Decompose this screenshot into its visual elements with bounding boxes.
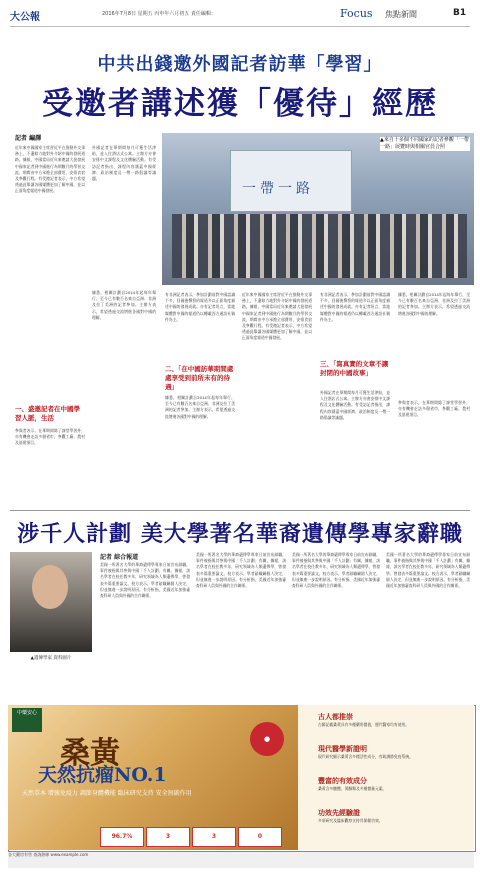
story1-col3b: 據悉，相關計劃自2014年起每年舉行，至今已有數百名來自亞洲、非洲及拉丁美洲的記者參加。主辦方表示，希望透過交流增進各國對中國的理解。 — [165, 395, 235, 419]
stat-2: 3 — [146, 827, 190, 847]
subhead-2: 二、「在中國訪華期間處處享受到前所未有的待遇」 — [165, 365, 234, 391]
ad-item-1-title: 古人都推崇 — [318, 713, 353, 721]
banner-text: 一帶一路 — [242, 181, 314, 197]
story1-col6: 據悉，相關計劃自2014年起每年舉行，至今已有數百名來自亞洲、非洲及拉丁美洲的記者參加。主辦方表示，希望透過交流增進各國對中國的理解。 — [398, 292, 470, 316]
story2-col3: 美國一所著名大學的華裔遺傳學專家日前宣布辭職，事件被指與其參與中國「千人計劃」有關。據報，該名學者在校任教多年，研究領域為人類遺傳學，曾發表多篇重要論文。校方表示，學者辭職屬個人決定，但並無進一步說明原因。有分析指，美國近年加強審查科研人員與外國的合作關係。 — [292, 552, 380, 589]
story1-byline: 記者 編譯 — [15, 135, 42, 142]
group-of-journalists — [172, 214, 467, 278]
subhead-1: 一、盛邀記者在中國學習人脈，生活 — [15, 405, 80, 422]
section-name: 焦點新聞 — [385, 10, 417, 19]
ad-item-4-title: 功效先經驗證 — [318, 809, 360, 817]
ad-item-2-title: 現代醫學新證明 — [318, 745, 367, 753]
portrait-caption: ▲遺傳學家 資料圖片 — [30, 656, 72, 661]
portrait-face — [32, 565, 68, 609]
main-headline: 受邀者講述獲「優待」經歷 — [42, 86, 438, 122]
stat-3: 3 — [192, 827, 236, 847]
story1-col5b: 外國記者在華期間每月可獲生活津貼，並入住酒店式公寓。主辦方亦會安排中文課程及文化體驗活動。有受訪記者指出，課程內容涵蓋中國經濟、政治制度及一帶一路倡議等議題。 — [320, 390, 390, 420]
story2-byline: 記者 綜合報道 — [100, 554, 139, 561]
ad-brand: 桑黃 — [60, 736, 120, 771]
issue-date: 2016年7月8日 星期五 丙申年六月初五 責任編輯： — [102, 11, 216, 17]
story2-col4: 美國一所著名大學的華裔遺傳學專家日前宣布辭職，事件被指與其參與中國「千人計劃」有關。據報，該名學者在校任教多年，研究領域為人類遺傳學，曾發表多篇重要論文。校方表示，學者辭職屬個人決定，但並無進一步說明原因。有分析指，美國近年加強審查科研人員與外國的合作關係。 — [386, 552, 470, 589]
story1-col4: 近年來中國國家主席習近平在推動外交事務上，不遺餘力地對外介紹中國的發展道路。據報，中國當局近年來邀請大批發展中國家記者到中國進行為期數月的學習交流，期間由中方承擔全部費用，安排食宿及參觀行程。有受邀記者表示，中方希望透過此舉讓各國媒體更加了解中國，並以正面角度報道中國發展。 — [242, 292, 312, 341]
story2-headline: 涉千人計劃 美大學著名華裔遺傳學專家辭職 — [17, 521, 463, 547]
ad-claim: 天然草本 增強免疫力 調節身體機能 臨床研究支持 安全無副作用 — [22, 790, 192, 797]
ad-corner-badge: 中藥安心 — [12, 708, 42, 732]
ad-item-4-body: 多項研究及臨床觀察支持其保健功效。 — [318, 818, 383, 823]
photo-caption: ▲來自十多個不同國家的記者參觀「一帶一路」展覽時與相關官員合照 — [380, 137, 469, 150]
ad-footer: 各大藥房有售 查詢熱線 www.example.com — [8, 852, 474, 868]
masthead — [10, 8, 470, 27]
story1-col2b: 據悉，相關計劃自2014年起每年舉行，至今已有數百名來自亞洲、非洲及拉丁美洲的記者參加。主辦方表示，希望透過交流增進各國對中國的理解。 — [92, 290, 156, 320]
newspaper-logo: 大公報 — [10, 12, 40, 23]
story1-col2: 外國記者在華期間每月可獲生活津貼，並入住酒店式公寓。主辦方亦會安排中文課程及文化體驗活動。有受訪記者指出，課程內容涵蓋中國經濟、政治制度及一帶一路倡議等議題。 — [92, 145, 156, 182]
product-box-icon: ● — [250, 722, 284, 756]
section-divider — [10, 510, 470, 511]
section-focus: Focus — [340, 7, 373, 20]
story1-col6b: 參與者表示，在華期間除了課堂學習外，亦有機會走訪多個省市，參觀工廠、農村及基建項目。 — [398, 400, 470, 418]
story1-col1b: 參與者表示，在華期間除了課堂學習外，亦有機會走訪多個省市，參觀工廠、農村及基建項目。 — [15, 428, 85, 446]
ad-tagline: 天然抗瘤NO.1 — [38, 764, 167, 786]
page-number: B1 — [453, 8, 467, 18]
subhead-3: 三、「寫真實的文章不讓封閉的中國故事」 — [320, 360, 389, 377]
story1-col1: 近年來中國國家主席習近平在推動外交事務上，不遺餘力地對外介紹中國的發展道路。據報，中國當局近年來邀請大批發展中國家記者到中國進行為期數月的學習交流，期間由中方承擔全部費用，安排食宿及參觀行程。有受邀記者表示，中方希望透過此舉讓各國媒體更加了解中國，並以正面角度報道中國發展。 — [15, 145, 85, 194]
ad-item-1-body: 古籍記載桑黃具有多種藥用價值，歷代醫家均有使用。 — [318, 722, 410, 727]
ad-item-3-body: 桑黃含多醣體、黃酮類及多種微量元素。 — [318, 786, 387, 791]
story2-col2: 美國一所著名大學的華裔遺傳學專家日前宣布辭職，事件被指與其參與中國「千人計劃」有關。據報，該名學者在校任教多年，研究領域為人類遺傳學，曾發表多篇重要論文。校方表示，學者辭職屬個人決定，但並無進一步說明原因。有分析指，美國近年加強審查科研人員與外國的合作關係。 — [196, 552, 286, 589]
story2-col1: 美國一所著名大學的華裔遺傳學專家日前宣布辭職，事件被指與其參與中國「千人計劃」有關。據報，該名學者在校任教多年，研究領域為人類遺傳學，曾發表多篇重要論文。校方表示，學者辭職屬個人決定，但並無進一步說明原因。有分析指，美國近年加強審查科研人員與外國的合作關係。 — [100, 562, 190, 599]
story1-col3: 有非洲記者表示，參加計劃前對中國認識不多，回國後撰寫的報道多以正面角度描述中國的發展成就。亦有記者坦言，當地媒體對中國的報道仍以轉載西方通訊社稿件為主。 — [165, 292, 235, 322]
ad-item-2-body: 現代研究顯示桑黃含多種活性成分，有助調節免疫系統。 — [318, 754, 413, 759]
ad-item-3-title: 豐富的有效成分 — [318, 777, 367, 785]
kicker-headline: 中共出錢邀外國記者訪華「學習」 — [97, 54, 383, 75]
story1-col5: 有非洲記者表示，參加計劃前對中國認識不多，回國後撰寫的報道多以正面角度描述中國的發展成就。亦有記者坦言，當地媒體對中國的報道仍以轉載西方通訊社稿件為主。 — [320, 292, 390, 322]
stat-1: 96.7% — [100, 827, 144, 847]
stat-4: 0 — [238, 827, 282, 847]
